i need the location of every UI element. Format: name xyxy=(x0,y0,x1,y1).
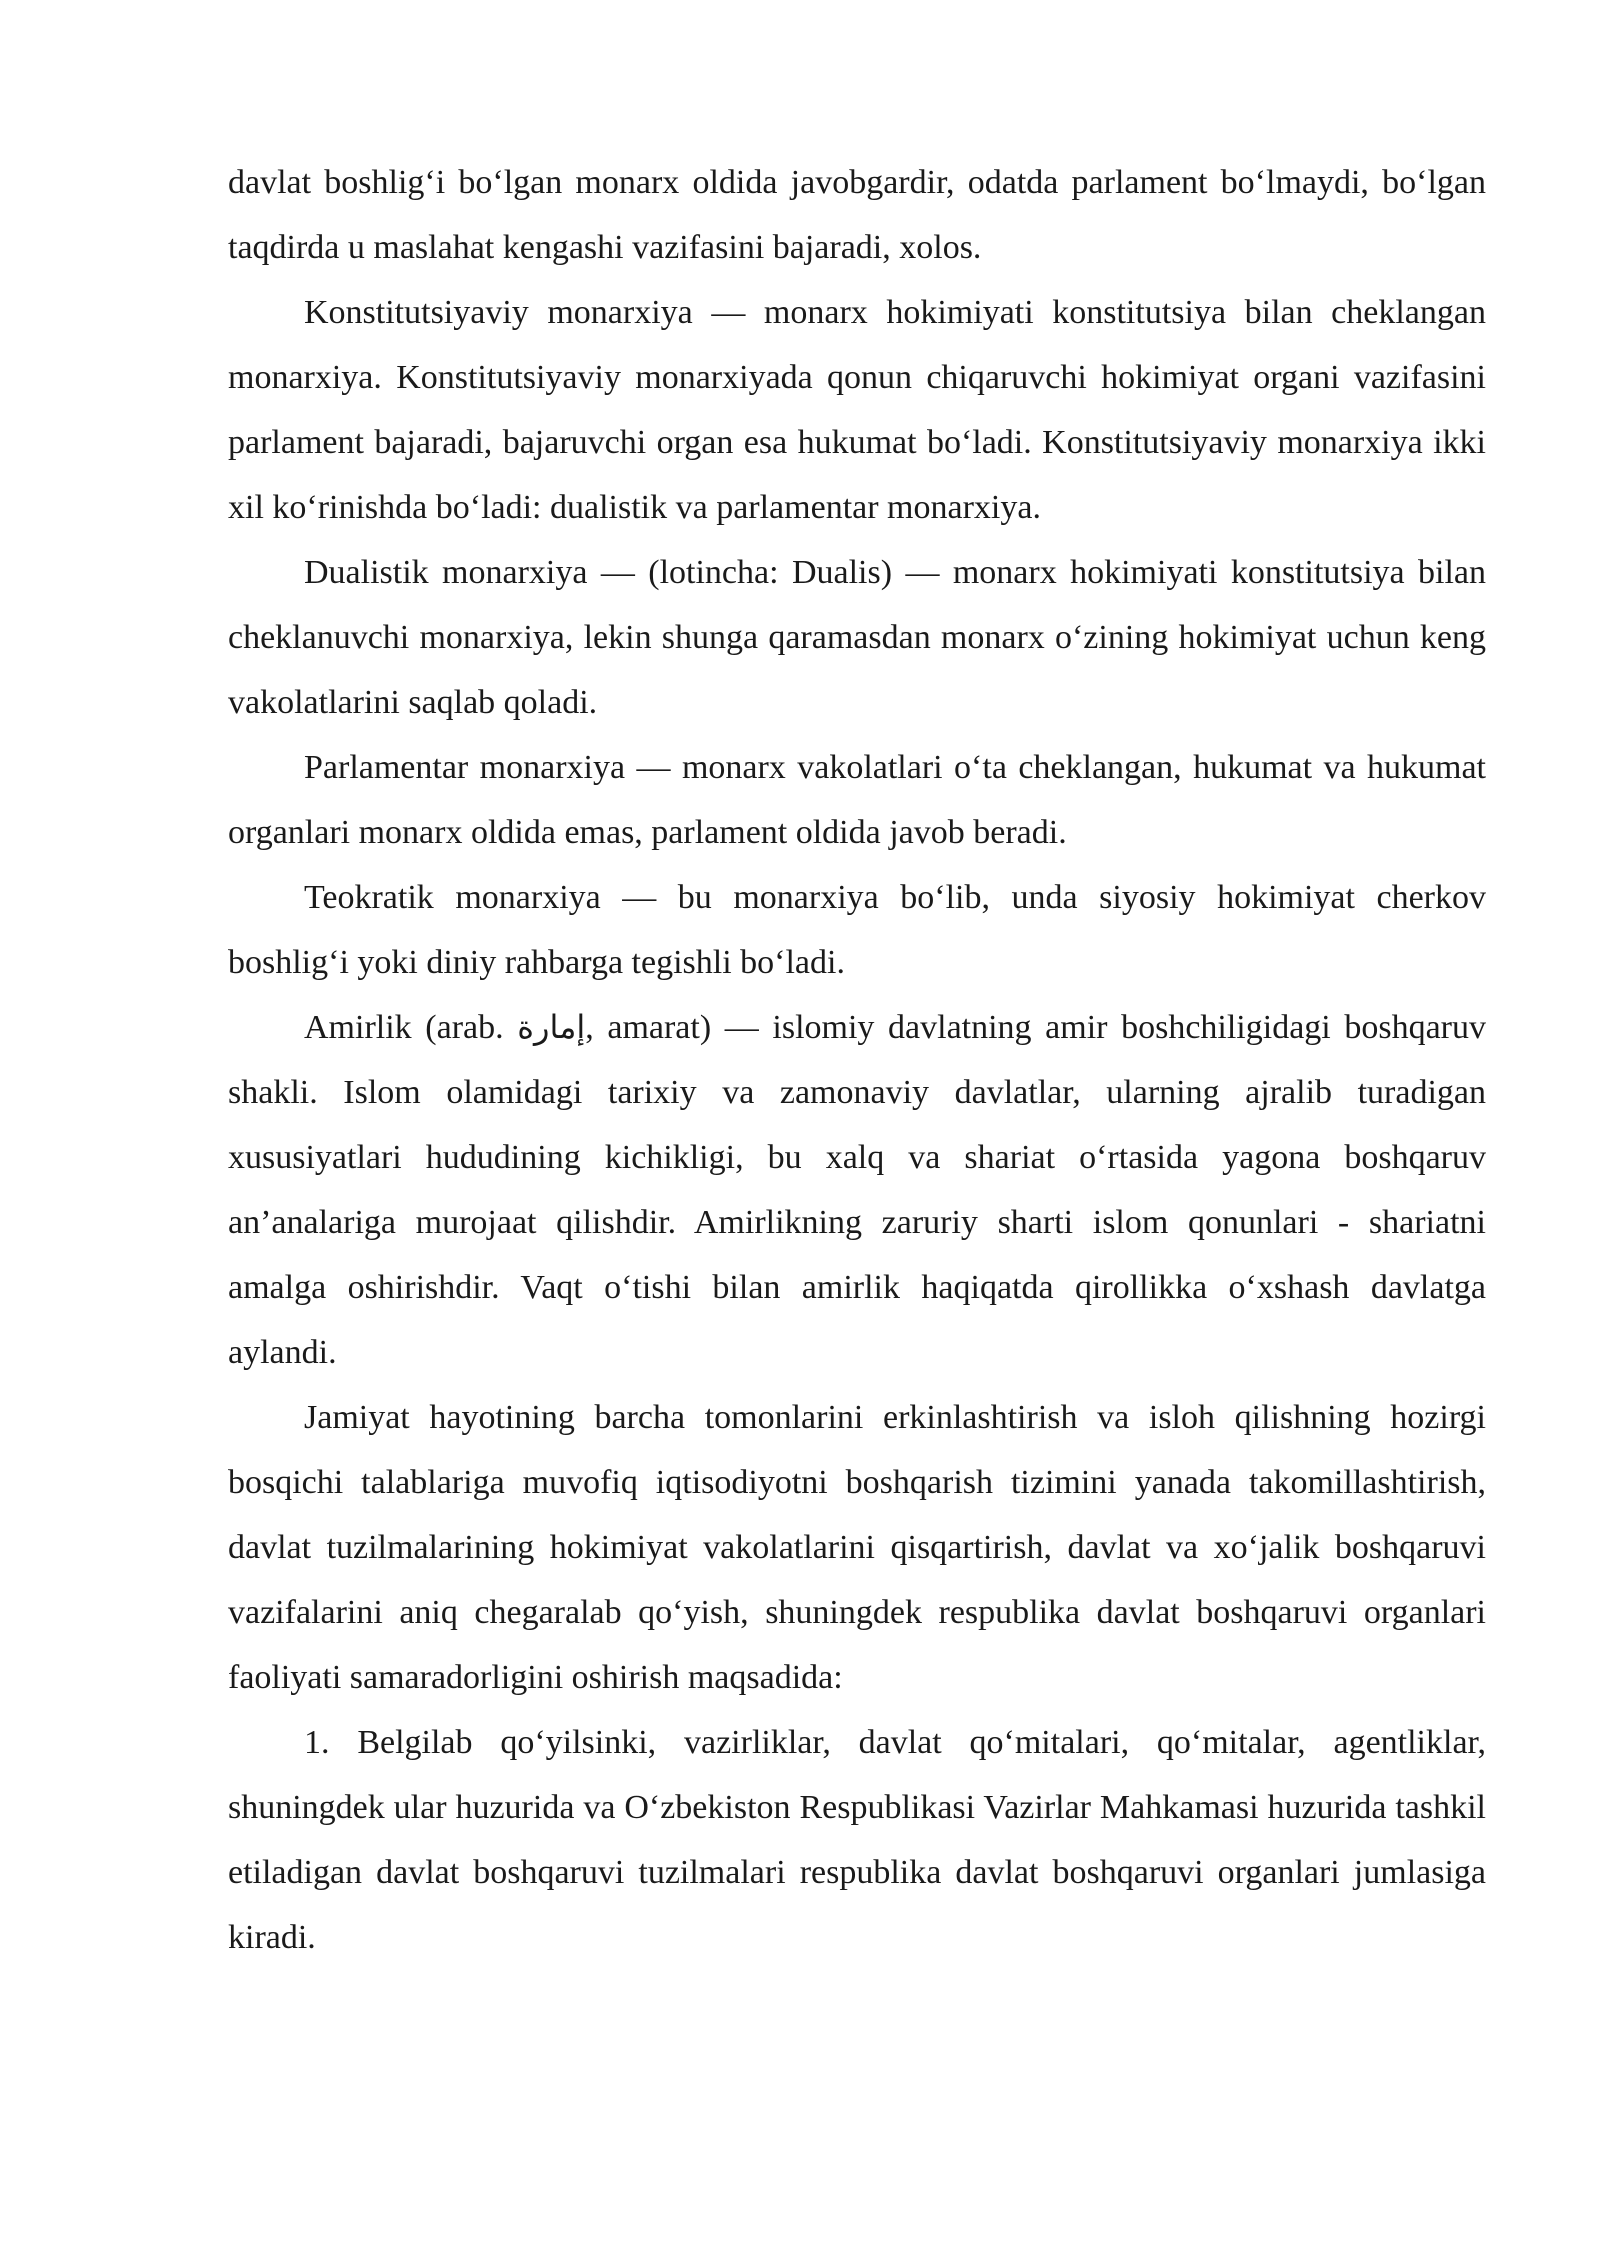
document-page xyxy=(228,150,1486,1970)
paragraph-emirate xyxy=(228,995,1486,1385)
arabic-word: إمارة xyxy=(517,1008,586,1046)
emirate-text-before: Amirlik (arab. xyxy=(304,1009,518,1046)
paragraph-theocratic-monarchy: Teokratik monarxiya — bu monarxiya bo‘lib, unda siyosiy hokimiyat cherkov boshlig‘i yoki diniy rahbarga tegishli bo‘ladi. xyxy=(228,879,1486,981)
paragraph-continuation: davlat boshlig‘i bo‘lgan monarx oldida javobgardir, odatda parlament bo‘lmaydi, bo‘lgan taqdirda u maslahat kengashi vazifasini bajaradi, xolos. xyxy=(228,164,1486,266)
paragraph-reform-preamble: Jamiyat hayotining barcha tomonlarini erkinlashtirish va isloh qilishning hozirgi bosqichi talablariga muvofiq iqtisodiyotni boshqarish tizimini yanada takomillashtirish, davlat tuzilmalarining hokimiyat vakolatlarini qisqartirish, davlat va xo‘jalik boshqaruvi vazifalarini aniq chegaralab qo‘yish, shuningdek respublika davlat boshqaruvi organlari faoliyati samaradorligini oshirish maqsadida: xyxy=(228,1399,1486,1696)
paragraph-dualistic-monarchy: Dualistik monarxiya — (lotincha: Dualis) — monarx hokimiyati konstitutsiya bilan cheklanuvchi monarxiya, lekin shunga qaramasdan monarx o‘zining hokimiyat uchun keng vakolatlarini saqlab qoladi. xyxy=(228,554,1486,721)
paragraph-constitutional-monarchy: Konstitutsiyaviy monarxiya — monarx hokimiyati konstitutsiya bilan cheklangan monarxiya. Konstitutsiyaviy monarxiyada qonun chiqaruvchi hokimiyat organi vazifasini parlament bajaradi, bajaruvchi organ esa hukumat bo‘ladi. Konstitutsiyaviy monarxiya ikki xil ko‘rinishda bo‘ladi: dualistik va parlamentar monarxiya. xyxy=(228,294,1486,526)
paragraph-item-1: 1. Belgilab qo‘yilsinki, vazirliklar, davlat qo‘mitalari, qo‘mitalar, agentliklar, shuningdek ular huzurida va O‘zbekiston Respublikasi Vazirlar Mahkamasi huzurida tashkil etiladigan davlat boshqaruvi tuzilmalari respublika davlat boshqaruvi organlari jumlasiga kiradi. xyxy=(228,1724,1486,1956)
emirate-text-after: , amarat) — islomiy davlatning amir boshchiligidagi boshqaruv shakli. Islom olamidagi tarixiy va zamonaviy davlatlar, ularning ajralib turadigan xususiyatlari hududining kichikligi, bu xalq va shariat o‘rtasida yagona boshqaruv an’analariga murojaat qilishdir. Amirlikning zaruriy sharti islom qonunlari - shariatni amalga oshirishdir. Vaqt o‘tishi bilan amirlik haqiqatda qirollikka o‘xshash davlatga aylandi. xyxy=(228,1009,1486,1371)
paragraph-parliamentary-monarchy: Parlamentar monarxiya — monarx vakolatlari o‘ta cheklangan, hukumat va hukumat organlari monarx oldida emas, parlament oldida javob beradi. xyxy=(228,749,1486,851)
